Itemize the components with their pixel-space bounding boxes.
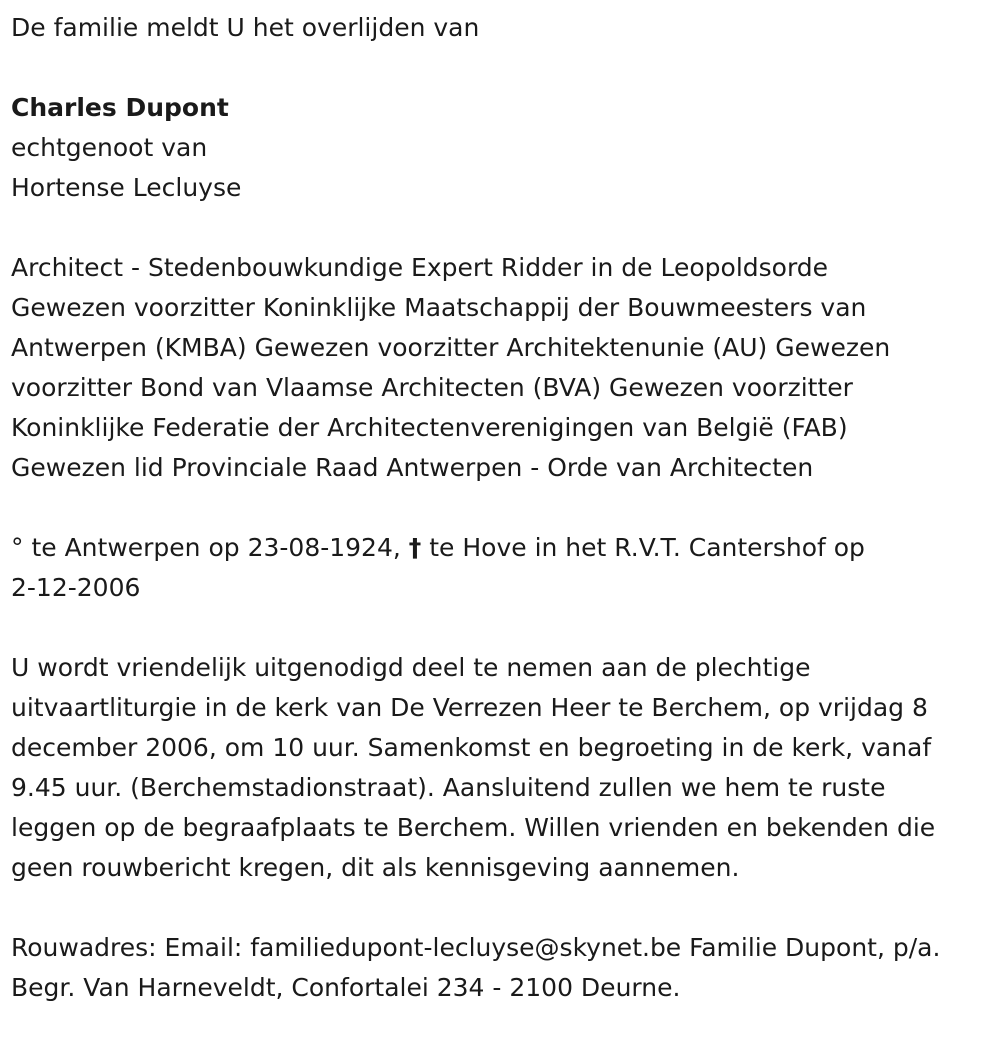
invitation-line: U wordt vriendelijk uitgenodigd deel te nemen aan de plechtige [11, 653, 811, 682]
title-line: Gewezen voorzitter Koninklijke Maatschappij der Bouwmeesters van [11, 293, 867, 322]
title-line: Koninklijke Federatie der Architectenverenigingen van België (FAB) [11, 413, 848, 442]
invitation-block [11, 648, 990, 888]
contact-line: Begr. Van Harneveldt, Confortalei 234 - 2100 Deurne. [11, 973, 681, 1002]
intro-text: De familie meldt U het overlijden van [11, 13, 480, 42]
title-line: Architect - Stedenbouwkundige Expert Ridder in de Leopoldsorde [11, 253, 829, 282]
spacer [11, 888, 990, 928]
spouse-name: Hortense Lecluyse [11, 173, 242, 202]
death-cross-icon: † [408, 533, 422, 562]
death-text: te Hove in het R.V.T. Cantershof op [421, 533, 865, 562]
dates-block [11, 528, 990, 608]
titles-block [11, 248, 990, 488]
title-line: Gewezen lid Provinciale Raad Antwerpen - Orde van Architecten [11, 453, 814, 482]
deceased-name: Charles Dupont [11, 93, 229, 122]
spacer [11, 208, 990, 248]
title-line: voorzitter Bond van Vlaamse Architecten (BVA) Gewezen voorzitter [11, 373, 853, 402]
spacer [11, 608, 990, 648]
relation-label: echtgenoot van [11, 133, 208, 162]
invitation-line: december 2006, om 10 uur. Samenkomst en begroeting in de kerk, vanaf [11, 733, 932, 762]
contact-line: Rouwadres: Email: familiedupont-lecluyse@skynet.be Familie Dupont, p/a. [11, 933, 941, 962]
spacer [11, 488, 990, 528]
birth-death-line [11, 528, 990, 568]
birth-symbol: ° [11, 533, 24, 562]
invitation-line: 9.45 uur. (Berchemstadionstraat). Aansluitend zullen we hem te ruste [11, 773, 886, 802]
death-date: 2-12-2006 [11, 573, 141, 602]
contact-block [11, 928, 990, 1008]
title-line: Antwerpen (KMBA) Gewezen voorzitter Architektenunie (AU) Gewezen [11, 333, 891, 362]
spacer [11, 48, 990, 88]
birth-text: te Antwerpen op 23-08-1924, [23, 533, 409, 562]
invitation-line: geen rouwbericht kregen, dit als kennisgeving aannemen. [11, 853, 740, 882]
invitation-line: leggen op de begraafplaats te Berchem. Willen vrienden en bekenden die [11, 813, 936, 842]
invitation-line: uitvaartliturgie in de kerk van De Verrezen Heer te Berchem, op vrijdag 8 [11, 693, 928, 722]
